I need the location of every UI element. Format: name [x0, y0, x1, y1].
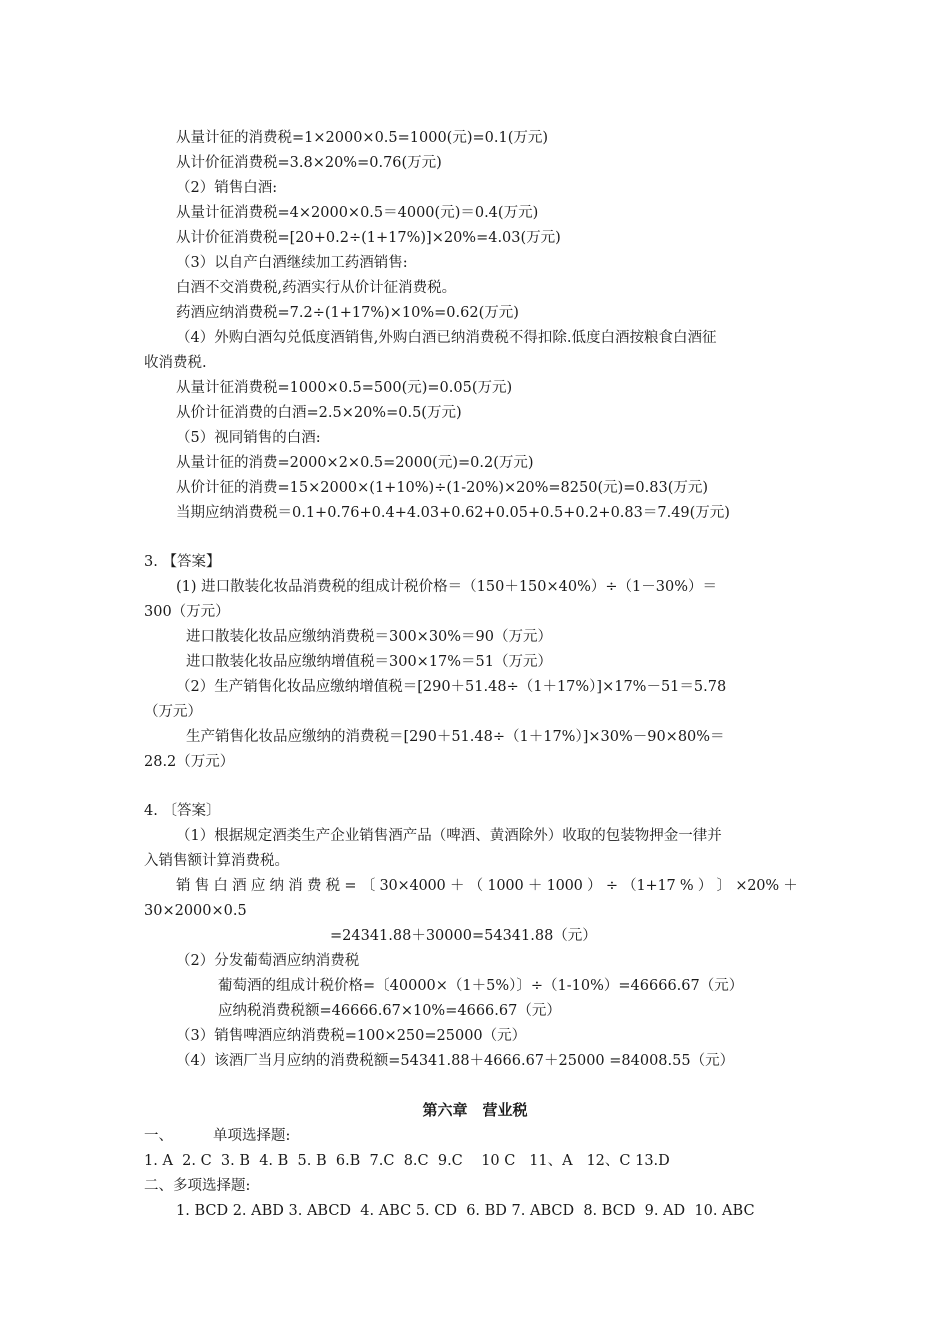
answer-list: 1. BCD 2. ABD 3. ABCD 4. ABC 5. CD 6. BD 7. ABCD 8. BCD 9. AD 10. ABC — [176, 1203, 755, 1219]
answer-list: 1. A 2. C 3. B 4. B 5. B 6.B 7.C 8.C 9.C 10 C 11、A 12、C 13.D — [144, 1153, 670, 1169]
text-line: 从量计征的消费税=1×2000×0.5=1000(元)=0.1(万元) — [176, 130, 549, 146]
text-line: 28.2（万元） — [144, 754, 235, 770]
text-line: 从量计征的消费=2000×2×0.5=2000(元)=0.2(万元) — [176, 455, 534, 471]
section-heading: 二、多项选择题: — [144, 1178, 251, 1194]
text-line: （2）销售白酒: — [176, 180, 278, 196]
answer-heading: 3. 【答案】 — [144, 554, 221, 570]
text-line: 当期应纳消费税＝0.1+0.76+0.4+4.03+0.62+0.05+0.5+0.2+0.83＝7.49(万元) — [176, 505, 730, 521]
text-line: （2）分发葡萄酒应纳消费税 — [176, 953, 360, 969]
text-line: 葡萄酒的组成计税价格=〔40000×（1＋5%）〕÷（1-10%）=46666.67（元） — [218, 978, 744, 994]
section-label: 单项选择题: — [213, 1128, 291, 1144]
text-line: （2）生产销售化妆品应缴纳增值税＝[290＋51.48÷（1＋17%）]×17%－51＝5.78 — [176, 679, 727, 695]
text-line: 销 售 白 酒 应 纳 消 费 税 = 〔 30×4000 ＋ （ 1000 ＋ 1000 ） ÷ （1+17 % ） 〕 ×20% ＋ — [176, 878, 798, 894]
section-heading — [144, 1126, 290, 1146]
text-line: (1) 进口散装化妆品消费税的组成计税价格＝（150＋150×40%）÷（1－30%）＝ — [176, 579, 717, 595]
text-line: 从价计征消费的白酒=2.5×20%=0.5(万元) — [176, 405, 462, 421]
text-line: （5）视同销售的白酒: — [176, 430, 321, 446]
text-line: 收消费税. — [144, 355, 207, 371]
text-line: 生产销售化妆品应缴纳的消费税＝[290＋51.48÷（1＋17%）]×30%－90×80%＝ — [186, 729, 725, 745]
text-line: （3）销售啤酒应纳消费税=100×250=25000（元） — [176, 1028, 527, 1044]
text-line: 进口散装化妆品应缴纳增值税＝300×17%＝51（万元） — [186, 654, 553, 670]
text-line: 从计价征消费税=[20+0.2÷(1+17%)]×20%=4.03(万元) — [176, 230, 561, 246]
text-line: 药酒应纳消费税=7.2÷(1+17%)×10%=0.62(万元) — [176, 305, 519, 321]
answer-heading: 4. 〔答案〕 — [144, 803, 221, 819]
text-line: 从价计征的消费=15×2000×(1+10%)÷(1-20%)×20%=8250(元)=0.83(万元) — [176, 480, 709, 496]
text-line: 白酒不交消费税,药酒实行从价计征消费税。 — [176, 280, 457, 296]
section-number: 一、 — [144, 1128, 173, 1144]
text-line: =24341.88＋30000=54341.88（元） — [330, 928, 597, 944]
text-line: 300（万元） — [144, 604, 230, 620]
text-line: （3）以自产白酒继续加工药酒销售: — [176, 255, 408, 271]
text-line: 从计价征消费税=3.8×20%=0.76(万元) — [176, 155, 442, 171]
text-line: （万元） — [144, 704, 202, 720]
text-line: 从量计征消费税=4×2000×0.5＝4000(元)＝0.4(万元) — [176, 205, 539, 221]
text-line: （4）该酒厂当月应纳的消费税额=54341.88＋4666.67＋25000 =84008.55（元） — [176, 1053, 735, 1069]
text-line: 入销售额计算消费税。 — [144, 853, 289, 869]
text-line: 从量计征消费税=1000×0.5=500(元)=0.05(万元) — [176, 380, 513, 396]
text-line: （4）外购白酒勾兑低度酒销售,外购白酒已纳消费税不得扣除.低度白酒按粮食白酒征 — [176, 330, 717, 346]
text-line: 应纳税消费税额=46666.67×10%=4666.67（元） — [218, 1003, 561, 1019]
text-line: 30×2000×0.5 — [144, 903, 247, 919]
text-line: 进口散装化妆品应缴纳消费税＝300×30%＝90（万元） — [186, 629, 553, 645]
text-line: （1）根据规定酒类生产企业销售酒产品（啤酒、黄酒除外）收取的包装物押金一律并 — [176, 828, 722, 844]
chapter-title: 第六章 营业税 — [422, 1101, 528, 1119]
